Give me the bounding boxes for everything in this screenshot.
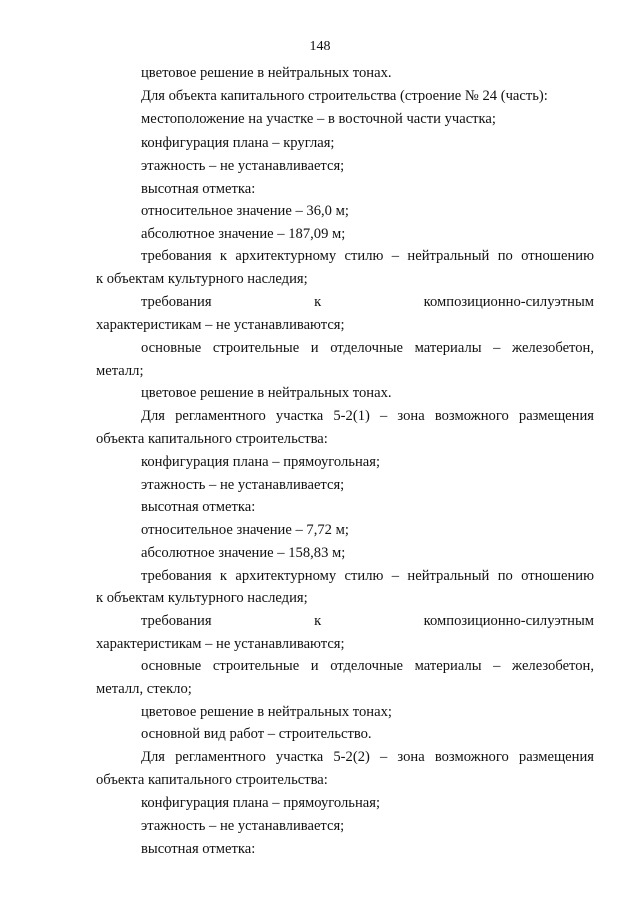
text-line: требования к архитектурному стилю – нейтральный по отношению (141, 248, 594, 264)
text-line: требования к архитектурному стилю – нейтральный по отношению (141, 568, 594, 584)
text-line: металл, стекло; (96, 681, 192, 697)
text-word: композиционно-силуэтным (423, 294, 594, 310)
page-number: 148 (309, 39, 331, 54)
text-line: конфигурация плана – прямоугольная; (141, 795, 381, 811)
text-line: объекта капитального строительства: (96, 772, 328, 788)
text-word: к (314, 294, 322, 310)
text-line: объекта капитального строительства: (96, 431, 328, 447)
text-word: к (314, 613, 322, 629)
text-line-spread (141, 612, 594, 630)
text-line: конфигурация плана – прямоугольная; (141, 454, 381, 470)
text-line: относительное значение – 36,0 м; (141, 203, 349, 219)
text-line: основные строительные и отделочные материалы – железобетон, (141, 340, 594, 356)
text-line: характеристикам – не устанавливаются; (96, 636, 345, 652)
text-line: основной вид работ – строительство. (141, 726, 372, 742)
text-line: металл; (96, 363, 144, 379)
text-line: этажность – не устанавливается; (141, 477, 345, 493)
text-line: высотная отметка: (141, 841, 256, 857)
text-line-spread (141, 293, 594, 311)
text-word: требования (141, 613, 212, 629)
text-line: относительное значение – 7,72 м; (141, 522, 349, 538)
text-line: к объектам культурного наследия; (96, 271, 308, 287)
text-line: этажность – не устанавливается; (141, 158, 345, 174)
text-line: основные строительные и отделочные материалы – железобетон, (141, 658, 594, 674)
text-line: Для регламентного участка 5-2(2) – зона возможного размещения (141, 749, 594, 765)
text-line: цветовое решение в нейтральных тонах; (141, 704, 392, 720)
text-line: Для объекта капитального строительства (строение № 24 (часть): (141, 88, 548, 104)
text-line: абсолютное значение – 187,09 м; (141, 226, 346, 242)
text-word: требования (141, 294, 212, 310)
text-line: высотная отметка: (141, 181, 256, 197)
text-line: цветовое решение в нейтральных тонах. (141, 65, 392, 81)
text-line: Для регламентного участка 5-2(1) – зона возможного размещения (141, 408, 594, 424)
text-line: к объектам культурного наследия; (96, 590, 308, 606)
text-word: композиционно-силуэтным (423, 613, 594, 629)
text-line: этажность – не устанавливается; (141, 818, 345, 834)
text-line: высотная отметка: (141, 499, 256, 515)
text-line: конфигурация плана – круглая; (141, 135, 335, 151)
text-line: абсолютное значение – 158,83 м; (141, 545, 346, 561)
text-line: характеристикам – не устанавливаются; (96, 317, 345, 333)
text-line: местоположение на участке – в восточной части участка; (141, 111, 496, 127)
text-line: цветовое решение в нейтральных тонах. (141, 385, 392, 401)
